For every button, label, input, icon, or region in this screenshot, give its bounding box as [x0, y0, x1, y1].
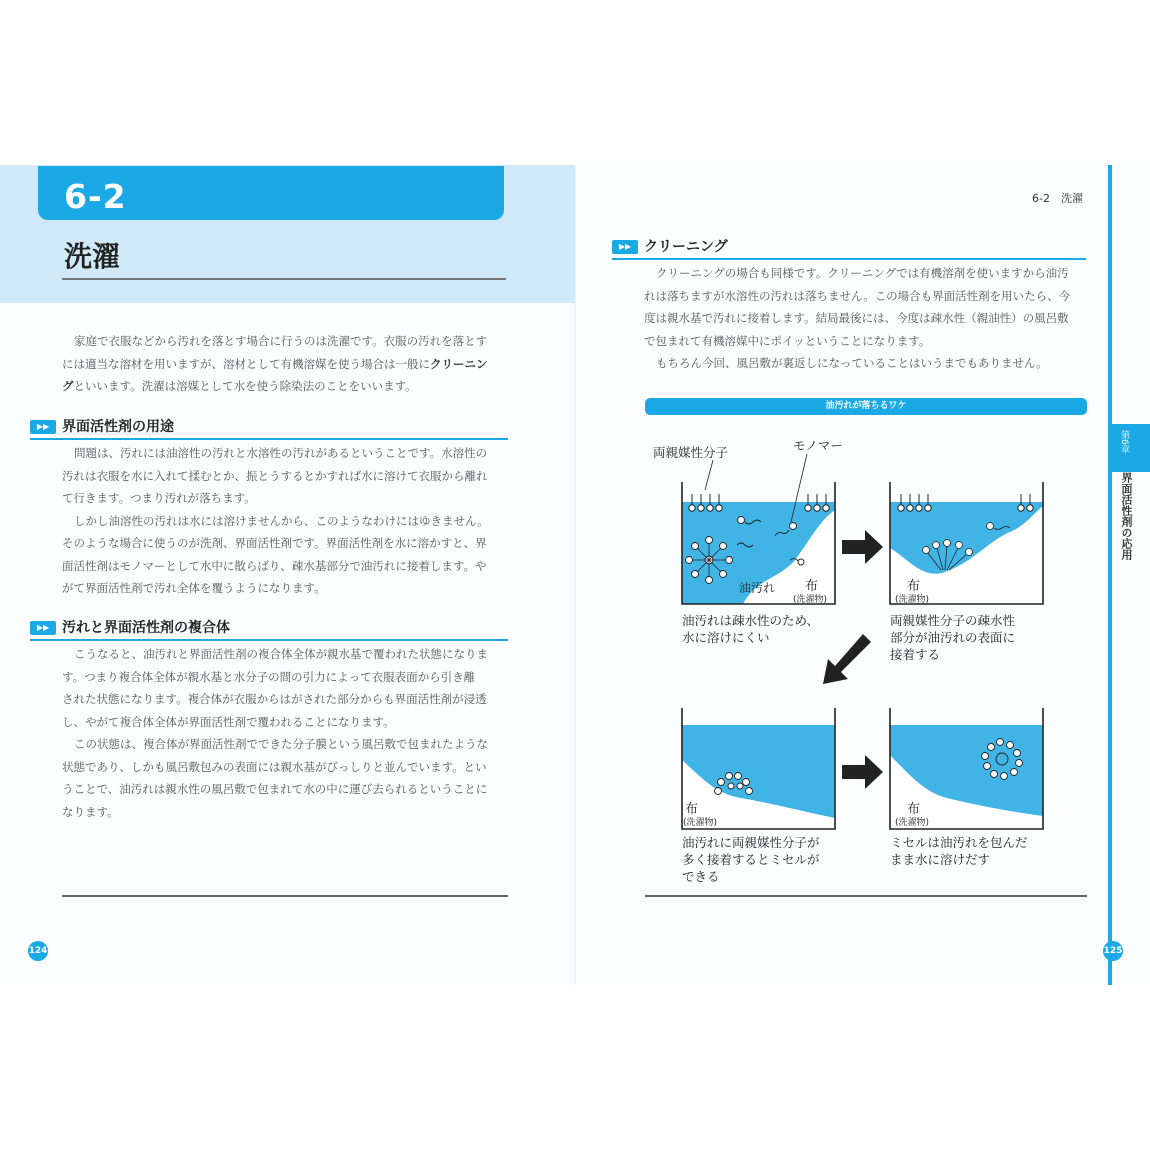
text-line: 問題は、汚れには油溶性の汚れと水溶性の汚れがあるということです。水溶性の [74, 446, 488, 460]
section-title: クリーニング [644, 239, 728, 255]
arrow-down-left-icon [823, 634, 871, 684]
side-index-line [1108, 165, 1112, 985]
cloth-label: 布 [907, 579, 921, 594]
section-underline [30, 639, 508, 641]
text-line: しかし油溶性の汚れは水には溶けませんから、このようなわけにはゆきません。 [74, 513, 489, 528]
text-line: された状態になります。複合体が衣服からはがされた部分からも界面活性剤が浸透 [62, 692, 487, 706]
text-line: 家庭で衣服などから汚れを落とす場合に行うのは洗濯です。衣服の汚れを落とす [74, 334, 488, 348]
oil-stain-removal-diagram [645, 420, 1095, 890]
right-footer-rule [645, 895, 1087, 897]
double-chevron-icon: ▶▶ [30, 420, 56, 434]
text-line: で包まれて有機溶媒中にポイッということになります。 [644, 333, 931, 348]
intro-paragraph [62, 330, 510, 398]
text-line: す。つまり複合体全体が親水基と水分子の間の引力によって衣服表面から引き離 [62, 669, 476, 684]
caption-panel-2: 両親媒性分子の疎水性 部分が油汚れの表面に 接着する [890, 613, 1016, 662]
text-line: て行きます。つまり汚れが落ちます。 [62, 491, 256, 505]
left-footer-rule [62, 895, 508, 897]
cloth-sublabel: (洗濯物) [793, 595, 828, 605]
arrow-right-icon [842, 755, 883, 789]
side-chapter-label: 第6章 [1119, 430, 1129, 454]
text-line: 汚れは衣服を水に入れて揉むとか、振とうするとかすれば水に溶けて衣服から離れ [62, 468, 488, 483]
bold-term: グ [62, 379, 74, 393]
panel-2 [890, 482, 1043, 605]
text-line: クリーニングの場合も同様です。クリーニングでは有機溶剤を使いますから油汚 [656, 266, 1069, 280]
page-number-right: 125 [1103, 941, 1123, 961]
monomer-label: モノマー [793, 438, 843, 453]
chapter-number: 6-2 [64, 177, 127, 216]
text-line: もちろん今回、風呂敷が裏返しになっていることはいうまでもありません。 [656, 356, 1048, 370]
section-title: 界面活性剤の用途 [62, 419, 174, 435]
page-title: 洗濯 [64, 240, 121, 273]
text-line: し、やがて複合体全体が界面活性剤で覆われることになります。 [62, 714, 395, 729]
section-underline [612, 258, 1086, 260]
section-heading-complex [30, 617, 508, 641]
arrow-right-icon [842, 530, 883, 564]
text-line: れは落ちますが水溶性の汚れは落ちません。この場合も界面活性剤を用いたら、今 [644, 288, 1071, 303]
section2-paragraph [62, 643, 510, 823]
panel-3 [682, 708, 835, 829]
oil-stain-label: 油汚れ [739, 581, 776, 595]
text-line: こうなると、油汚れと界面活性剤の複合体全体が親水基で覆われた状態になりま [74, 647, 488, 661]
caption-panel-3: 油汚れに両親媒性分子が 多く接着するとミセルが できる [682, 835, 820, 884]
cleaning-paragraph [644, 262, 1090, 375]
page-number-left: 124 [28, 941, 48, 961]
cloth-sublabel: (洗濯物) [683, 818, 718, 828]
title-underline [62, 278, 506, 280]
text-line: グといいます。洗濯は溶媒として水を使う除染法のことをいいます。 [62, 379, 417, 393]
panel-4 [890, 708, 1043, 829]
side-chapter-title: 界面活性剤の応用 [1120, 472, 1133, 560]
text-line: この状態は、複合体が界面活性剤でできた分子膜という風呂敷で包まれたような [74, 737, 488, 751]
double-chevron-icon: ▶▶ [612, 240, 638, 254]
caption-panel-4: ミセルは油汚れを包んだ まま水に溶けだす [890, 835, 1028, 867]
text-line: うことで、油汚れは親水性の風呂敷で包まれて水の中に運び去られるということに [62, 782, 488, 796]
section-heading-cleaning [612, 236, 1086, 260]
text-line: なります。 [62, 804, 119, 819]
cloth-label: 布 [805, 579, 819, 594]
amphiphile-label: 両親媒性分子 [653, 445, 729, 460]
text-line: 面活性剤はモノマーとして水中に散らばり、疎水基部分で油汚れに接着します。や [62, 558, 487, 573]
double-chevron-icon: ▶▶ [30, 621, 56, 635]
bold-term: クリーニン [430, 356, 488, 371]
running-header: 6-2 洗濯 [1032, 192, 1083, 205]
section1-paragraph [62, 442, 510, 600]
section-heading-surfactant-use [30, 416, 508, 440]
text-line: 状態であり、しかも風呂敷包みの表面には親水基がびっしりと並んでいます。とい [62, 759, 487, 774]
cloth-label: 布 [907, 802, 921, 817]
text-line: がて界面活性剤で汚れ全体を覆うようになります。 [62, 581, 326, 595]
cloth-sublabel: (洗濯物) [895, 595, 930, 605]
cloth-label: 布 [685, 802, 699, 817]
amphiphile-pointer [705, 460, 713, 490]
cloth-sublabel: (洗濯物) [895, 818, 930, 828]
text-line: 度は親水基で汚れに接着します。結局最後には、今度は疎水性（親油性）の風呂敷 [644, 311, 1069, 325]
caption-panel-1: 油汚れは疎水性のため、 水に溶けにくい [682, 613, 820, 645]
micelle [686, 537, 733, 584]
panel-1 [653, 438, 843, 605]
text-line: そのような場合に使うのが洗剤、界面活性剤です。界面活性剤を水に溶かすと、界 [62, 536, 487, 550]
section-underline [30, 438, 508, 440]
figure-title: 油汚れが落ちるワケ [645, 398, 1087, 415]
section-title: 汚れと界面活性剤の複合体 [62, 620, 230, 636]
text-line: には適当な溶材を用いますが、溶材として有機溶媒を使う場合は一般にクリーニン [62, 356, 488, 371]
